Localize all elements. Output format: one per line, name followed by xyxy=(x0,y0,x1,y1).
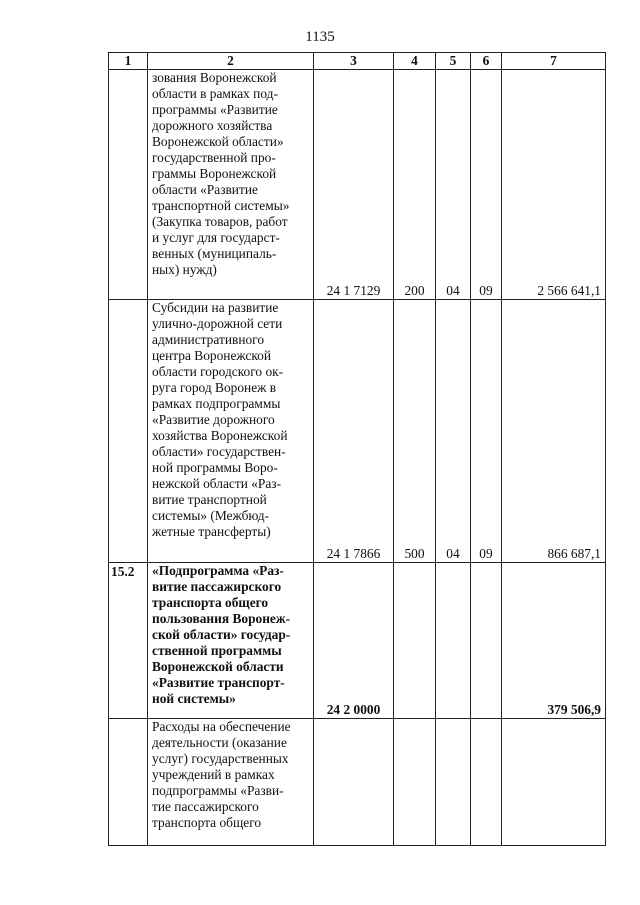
subsection-cell: 09 xyxy=(471,300,502,563)
amount-cell xyxy=(502,300,606,563)
row-number-cell xyxy=(109,719,148,846)
expense-type-cell: 200 xyxy=(394,70,436,300)
amount-cell xyxy=(502,563,606,719)
budget-table xyxy=(108,52,606,846)
subsection-cell xyxy=(471,719,502,846)
header-col-6: 6 xyxy=(471,53,502,70)
row-number: 15.2 xyxy=(111,564,135,579)
target-code-cell xyxy=(314,719,394,846)
row-description: Расходы на обеспечение деятельности (оказание услуг) государственных учреждений в рамках подпрограммы «Разви- тие пассажирского транспорта общего xyxy=(152,719,291,830)
expense-type-cell xyxy=(394,719,436,846)
page-number: 1135 xyxy=(305,29,335,45)
row-number xyxy=(109,719,147,720)
target-code-cell: 24 2 0000 xyxy=(314,563,394,719)
row-number-cell xyxy=(109,563,148,719)
expense-type-cell: 500 xyxy=(394,300,436,563)
description-cell xyxy=(148,300,314,563)
section-cell: 04 xyxy=(436,300,471,563)
header-col-4: 4 xyxy=(394,53,436,70)
amount-value: 379 506,9 xyxy=(547,702,601,717)
header-col-7: 7 xyxy=(502,53,606,70)
header-col-2: 2 xyxy=(148,53,314,70)
row-number xyxy=(109,70,147,71)
table-row xyxy=(109,300,606,563)
row-description: зования Воронежской области в рамках под- программы «Развитие дорожного хозяйства Воронежской области» государственной про- граммы Воронежской области «Развитие транспортной системы» (Закупка товаров, работ и услуг для государст- венных (муниципаль- ных) нужд) xyxy=(152,70,290,277)
header-col-3: 3 xyxy=(314,53,394,70)
table-row xyxy=(109,719,606,846)
header-col-5: 5 xyxy=(436,53,471,70)
section-cell: 04 xyxy=(436,70,471,300)
target-code-cell: 24 1 7866 xyxy=(314,300,394,563)
amount-value: 2 566 641,1 xyxy=(537,283,601,298)
subsection-cell xyxy=(471,563,502,719)
target-code-cell: 24 1 7129 xyxy=(314,70,394,300)
section-cell xyxy=(436,563,471,719)
row-description: Субсидии на развитие улично-дорожной сети административного центра Воронежской области городского ок- руга город Воронеж в рамках подпрограммы «Развитие дорожного хозяйства Воронежской области» государствен- ной программы Воро- нежской области «Раз- витие транспортной системы» (Межбюд- жетные трансферты) xyxy=(152,300,288,539)
row-number-cell xyxy=(109,300,148,563)
row-number-cell xyxy=(109,70,148,300)
subsection-cell: 09 xyxy=(471,70,502,300)
table-row xyxy=(109,563,606,719)
row-number xyxy=(109,300,147,301)
table-row xyxy=(109,70,606,300)
section-cell xyxy=(436,719,471,846)
row-description: «Подпрограмма «Раз- витие пассажирского транспорта общего пользования Воронеж- ской области» государ- ственной программы Воронежской области «Развитие транспорт- ной системы» xyxy=(152,563,291,706)
amount-cell xyxy=(502,70,606,300)
table-header-row xyxy=(109,53,606,70)
header-col-1: 1 xyxy=(109,53,148,70)
description-cell xyxy=(148,70,314,300)
expense-type-cell xyxy=(394,563,436,719)
amount-cell xyxy=(502,719,606,846)
description-cell xyxy=(148,719,314,846)
description-cell xyxy=(148,563,314,719)
amount-value: 866 687,1 xyxy=(547,546,601,561)
